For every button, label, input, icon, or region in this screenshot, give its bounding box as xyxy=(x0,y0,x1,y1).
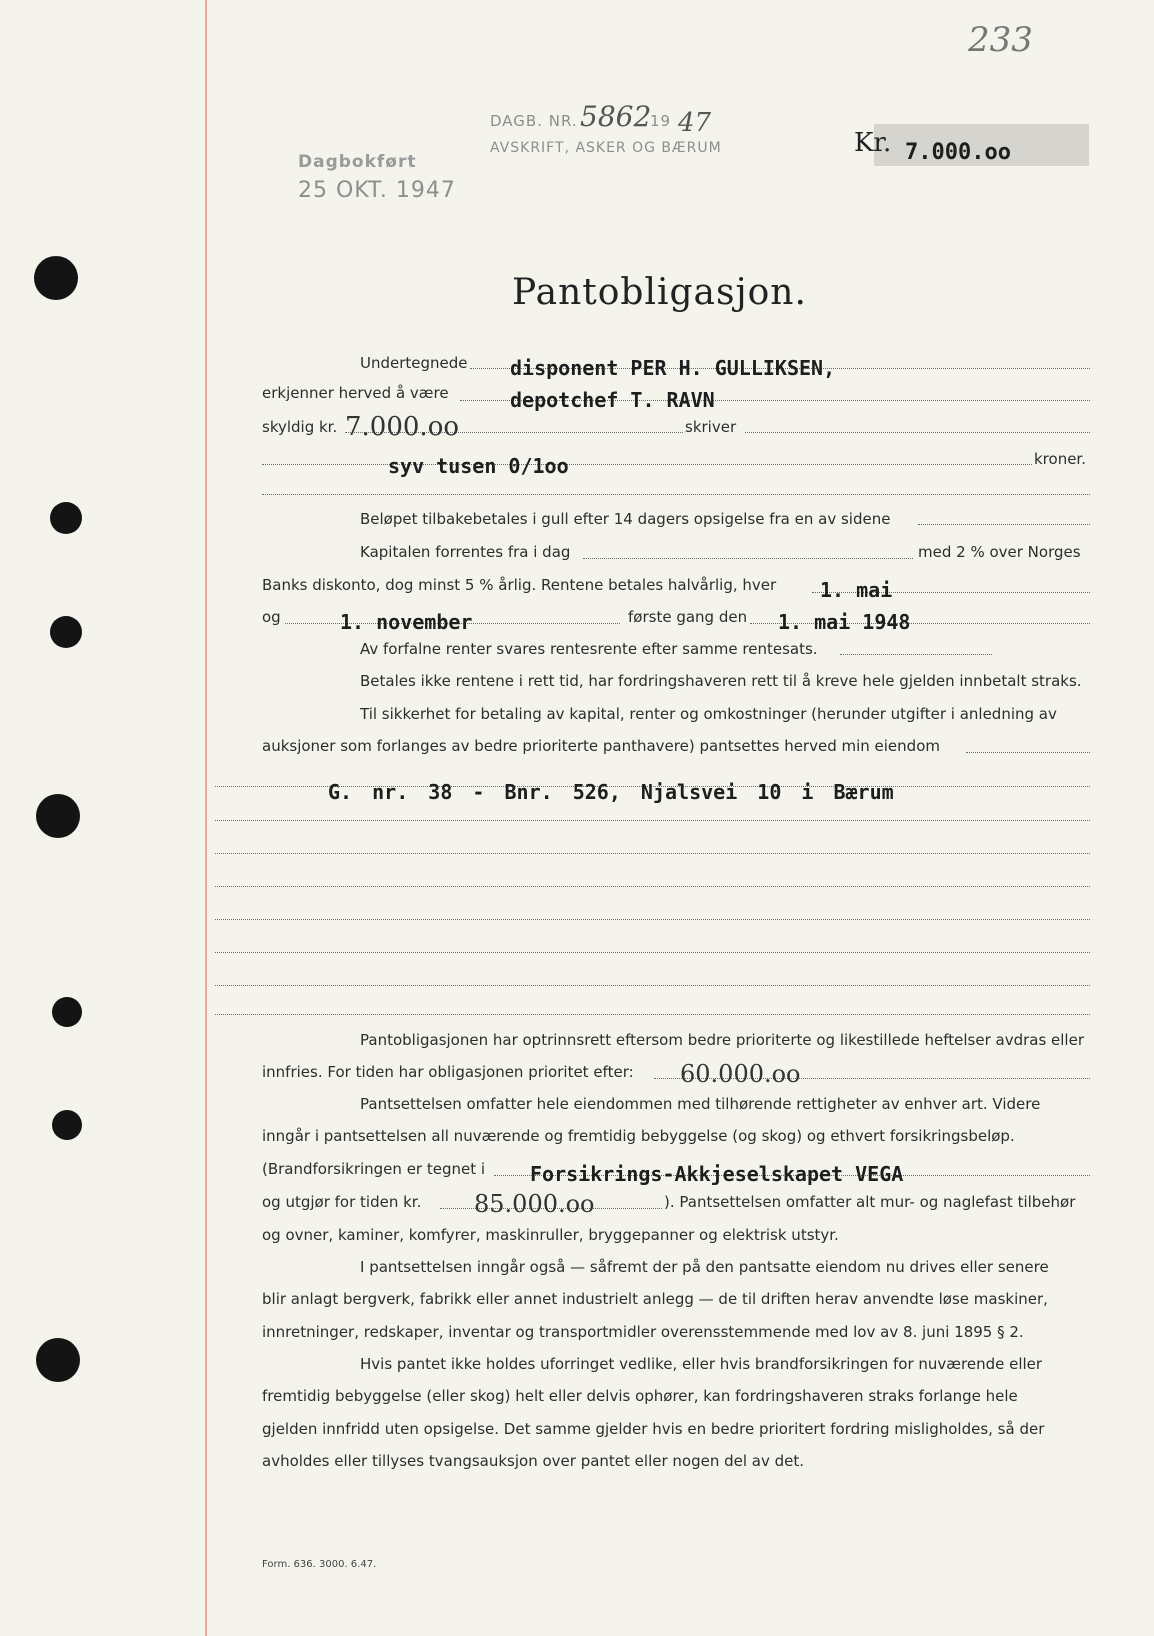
punch-hole xyxy=(52,997,82,1027)
utgjor-value: 85.000.oo xyxy=(474,1190,595,1218)
belopet-line: Beløpet tilbakebetales i gull efter 14 dagers opsigelse fra en av sidene xyxy=(360,510,891,528)
punch-hole xyxy=(50,502,82,534)
dotted-line xyxy=(745,432,1090,433)
forste-value: 1. mai 1948 xyxy=(778,610,911,634)
kapitalen-line-end: med 2 % over Norges xyxy=(918,543,1081,561)
prioritet-value: 60.000.oo xyxy=(680,1060,801,1088)
dagbokfort-label: Dagbokført xyxy=(298,152,417,172)
inngar-line-1: I pantsettelsen inngår også — såfremt der på den pantsatte eiendom nu drives eller senere xyxy=(360,1258,1049,1276)
skriver-label: skriver xyxy=(685,418,737,436)
utgjor-line: og utgjør for tiden kr. xyxy=(262,1193,422,1211)
inngar-line-2: blir anlagt bergverk, fabrikk eller annet industrielt anlegg — de til driften herav anvendte løse maskiner, xyxy=(262,1290,1048,1308)
utgjor-line-end: ). Pantsettelsen omfatter alt mur- og naglefast tilbehør xyxy=(664,1193,1076,1211)
dotted-line xyxy=(262,494,1090,495)
banks-line: Banks diskonto, dog minst 5 % årlig. Rentene betales halvårlig, hver xyxy=(262,576,777,594)
dotted-line xyxy=(215,853,1090,854)
betales-line: Betales ikke rentene i rett tid, har fordringshaveren rett til å kreve hele gjelden innbetalt straks. xyxy=(360,672,1082,690)
undertegnede-value: disponent PER H. GULLIKSEN, xyxy=(510,356,836,380)
dotted-line xyxy=(840,654,992,655)
punch-hole xyxy=(36,794,80,838)
dotted-line xyxy=(966,752,1090,753)
omfatter-line-2: inngår i pantsettelsen all nuværende og fremtidig bebyggelse (og skog) og ethvert forsikringsbeløp. xyxy=(262,1127,1015,1145)
kr-label: Kr. xyxy=(854,128,892,158)
erkjenner-label: erkjenner herved å være xyxy=(262,384,449,402)
punch-hole xyxy=(34,256,78,300)
dotted-line xyxy=(583,558,913,559)
skyldig-value: 7.000.oo xyxy=(345,412,460,442)
ovner-line: og ovner, kaminer, komfyrer, maskinruller, bryggepanner og elektrisk utstyr. xyxy=(262,1226,839,1244)
avskrift-stamp: AVSKRIFT, ASKER OG BÆRUM xyxy=(490,140,722,156)
dotted-line xyxy=(215,1014,1090,1015)
punch-hole xyxy=(36,1338,80,1382)
brand-value: Forsikrings-Akkjeselskapet VEGA xyxy=(530,1162,904,1186)
skyldig-label: skyldig kr. xyxy=(262,418,338,436)
optrinn-line-1: Pantobligasjonen har optrinnsrett eftersom bedre prioriterte og likestillede heftelser avdras eller xyxy=(360,1031,1084,1049)
eiendom-value: G. nr. 38 - Bnr. 526, Njalsvei 10 i Bærum xyxy=(328,780,894,804)
dotted-line xyxy=(215,952,1090,953)
year-prefix: 19 xyxy=(650,112,672,130)
inngar-line-3: innretninger, redskaper, inventar og transportmidler overensstemmende med lov av 8. juni 1895 § 2. xyxy=(262,1323,1024,1341)
dotted-line xyxy=(215,919,1090,920)
page-number: 233 xyxy=(968,20,1033,60)
sikkerhet-line-2: auksjoner som forlanges av bedre prioriterte panthavere) pantsettes herved min eiendom xyxy=(262,737,940,755)
dagbokfort-date: 25 OKT. 1947 xyxy=(298,178,456,203)
hvis-line-3: gjelden innfridd uten opsigelse. Det samme gjelder hvis en bedre prioritert fordring misligholdes, så der xyxy=(262,1420,1045,1438)
hvis-line-1: Hvis pantet ikke holdes uforringet vedlike, eller hvis brandforsikringen for nuværende eller xyxy=(360,1355,1043,1373)
sikkerhet-line-1: Til sikkerhet for betaling av kapital, renter og omkostninger (herunder utgifter i anledning av xyxy=(360,705,1057,723)
kapitalen-line: Kapitalen forrentes fra i dag xyxy=(360,543,571,561)
forfalne-line: Av forfalne renter svares rentesrente efter samme rentesats. xyxy=(360,640,818,658)
og-label: og xyxy=(262,608,281,626)
document-title: Pantobligasjon. xyxy=(512,272,807,313)
og-value: 1. november xyxy=(340,610,473,634)
words-value: syv tusen 0/1oo xyxy=(388,454,569,478)
kroner-label: kroner. xyxy=(1034,450,1086,468)
dagb-nr-value: 5862 xyxy=(580,100,652,133)
dotted-line xyxy=(262,464,1032,465)
hvis-line-2: fremtidig bebyggelse (eller skog) helt eller delvis ophører, kan fordringshaveren straks forlange hele xyxy=(262,1387,1018,1405)
forste-label: første gang den xyxy=(628,608,748,626)
margin-line xyxy=(205,0,207,1636)
year-suffix: 47 xyxy=(678,108,712,138)
form-footer: Form. 636. 3000. 6.47. xyxy=(262,1559,377,1570)
dotted-line xyxy=(215,886,1090,887)
banks-value: 1. mai xyxy=(820,578,893,602)
undertegnede-label: Undertegnede xyxy=(360,354,468,372)
kr-value: 7.000.oo xyxy=(905,140,1011,165)
punch-hole xyxy=(52,1110,82,1140)
dagb-nr-label: DAGB. NR. xyxy=(490,112,578,130)
optrinn-line-2: innfries. For tiden har obligasjonen prioritet efter: xyxy=(262,1063,634,1081)
hvis-line-4: avholdes eller tillyses tvangsauksjon over pantet eller nogen del av det. xyxy=(262,1452,805,1470)
dotted-line xyxy=(215,820,1090,821)
erkjenner-value: depotchef T. RAVN xyxy=(510,388,715,412)
dotted-line xyxy=(918,524,1090,525)
omfatter-line-1: Pantsettelsen omfatter hele eiendommen med tilhørende rettigheter av enhver art. Videre xyxy=(360,1095,1041,1113)
brand-line: (Brandforsikringen er tegnet i xyxy=(262,1160,486,1178)
dotted-line xyxy=(215,985,1090,986)
punch-hole xyxy=(50,616,82,648)
